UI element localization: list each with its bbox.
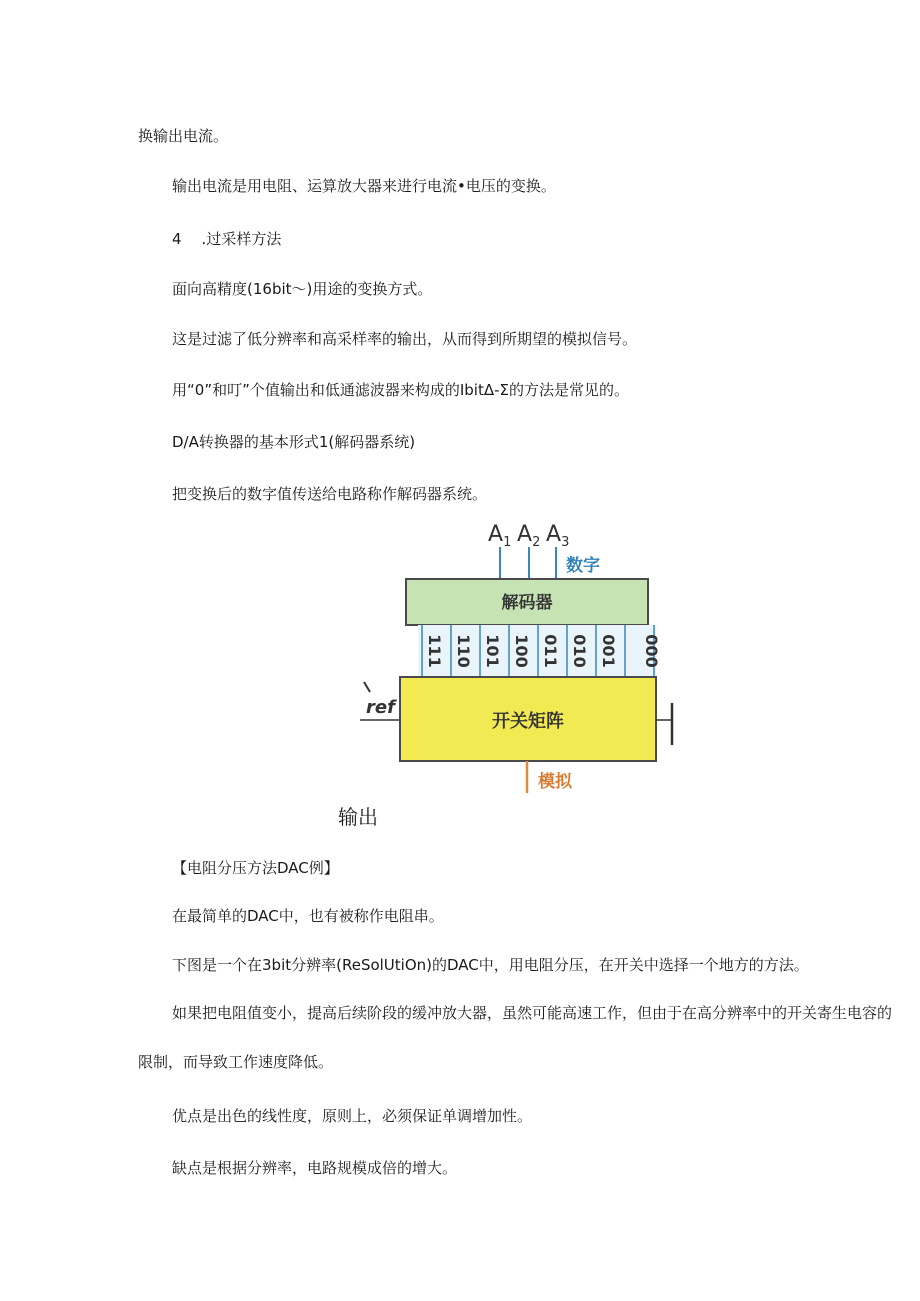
heading-item-4 bbox=[172, 229, 281, 249]
paragraph: 如果把电阻值变小，提高后续阶段的缓冲放大器，虽然可能高速工作，但由于在高分辨率中的开关寄生电容的 bbox=[172, 1004, 893, 1022]
code-label: 001 bbox=[599, 634, 618, 668]
decoder-dac-diagram bbox=[360, 517, 680, 807]
bus-background bbox=[418, 625, 656, 677]
switch-matrix-label: 开关矩阵 bbox=[492, 711, 564, 732]
paragraph: D/A转换器的基本形式1(解码器系统) bbox=[172, 433, 416, 451]
analog-label: 模拟 bbox=[538, 772, 572, 792]
code-label: 100 bbox=[512, 634, 531, 668]
vref-label: ref bbox=[366, 697, 395, 718]
input-label-a1: $A_1$ bbox=[488, 522, 512, 550]
code-label: 010 bbox=[570, 634, 589, 668]
paragraph: 把变换后的数字值传送给电路称作解码器系统。 bbox=[172, 485, 488, 503]
decoder-label: 解码器 bbox=[501, 593, 553, 613]
input-label-a3: $A_3$ bbox=[546, 522, 570, 550]
paragraph: 这是过滤了低分辨率和高采样率的输出，从而得到所期望的模拟信号。 bbox=[172, 330, 638, 348]
paragraph: 在最简单的DAC中，也有被称作电阻串。 bbox=[172, 907, 444, 925]
paragraph: 优点是出色的线性度，原则上，必须保证单调增加性。 bbox=[172, 1107, 533, 1125]
paragraph: 缺点是根据分辨率，电路规模成倍的增大。 bbox=[172, 1159, 458, 1177]
code-label: 110 bbox=[454, 634, 473, 668]
code-label: 000 bbox=[642, 634, 661, 668]
code-label: 111 bbox=[425, 634, 444, 668]
paragraph: 限制，而导致工作速度降低。 bbox=[138, 1053, 334, 1071]
diagram-svg bbox=[360, 517, 680, 807]
code-label: 011 bbox=[541, 634, 560, 668]
paragraph: 下图是一个在3bit分辨率(ReSolUtiOn)的DAC中，用电阻分压，在开关中选择一个地方的方法。 bbox=[172, 956, 809, 974]
paragraph: 用“0”和叮”个值输出和低通滤波器来构成的IbitΔ-Σ的方法是常见的。 bbox=[172, 381, 630, 399]
paragraph: 换输出电流。 bbox=[138, 127, 229, 145]
digital-label: 数字 bbox=[566, 556, 600, 576]
input-label-a2: $A_2$ bbox=[517, 522, 541, 550]
vref-tick bbox=[364, 682, 370, 692]
code-label: 101 bbox=[483, 634, 502, 668]
section-title: 【电阻分压方法DAC例】 bbox=[172, 859, 339, 877]
paragraph: 输出电流是用电阻、运算放大器来进行电流•电压的变换。 bbox=[172, 177, 556, 195]
paragraph: 面向高精度(16bit～)用途的变换方式。 bbox=[172, 280, 433, 298]
code-bus bbox=[418, 625, 656, 677]
item-number: 4 bbox=[172, 230, 182, 248]
item-title: .过采样方法 bbox=[201, 230, 282, 248]
output-caption: 输出 bbox=[338, 805, 378, 829]
